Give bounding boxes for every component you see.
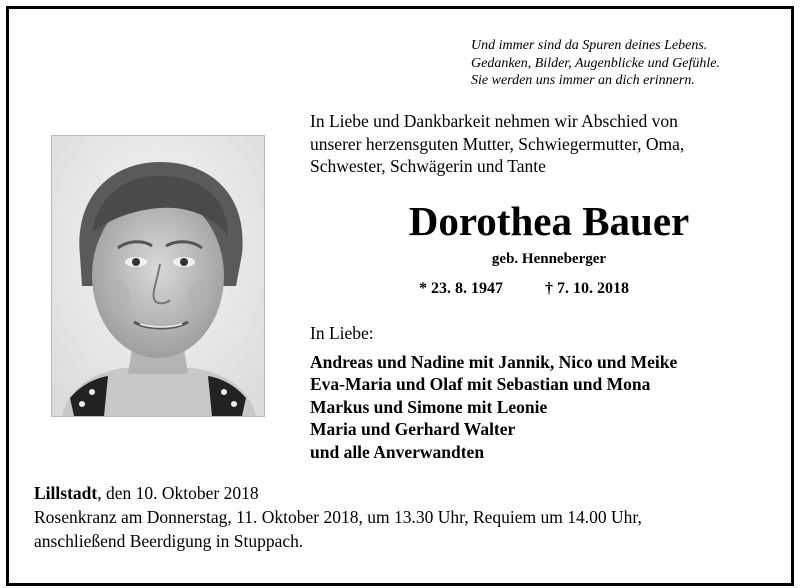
intro-line: Schwester, Schwägerin und Tante (310, 156, 546, 176)
mourner-line: Markus und Simone mit Leonie (310, 396, 548, 417)
verse-line: Sie werden uns immer an dich erinnern. (471, 73, 695, 88)
intro-line: unserer herzensguten Mutter, Schwiegermutter, Oma, (310, 133, 685, 154)
memorial-verse (471, 37, 781, 90)
intro-line: In Liebe und Dankbarkeit nehmen wir Abschied von (310, 111, 678, 131)
portrait-illustration (52, 136, 264, 416)
mourner-line: und alle Anverwandten (310, 441, 485, 462)
mourner-line: Andreas und Nadine mit Jannik, Nico und Meike (310, 352, 678, 372)
death-date: † 7. 10. 2018 (545, 280, 629, 297)
mourner-line: Eva-Maria und Olaf mit Sebastian und Mona (310, 374, 651, 395)
mourners-label: In Liebe: (310, 323, 374, 343)
birth-date: * 23. 8. 1947 (419, 280, 503, 297)
mourner-line: Maria und Gerhard Walter (310, 419, 516, 440)
notice-date: , den 10. Oktober 2018 (97, 483, 259, 503)
verse-line: Gedanken, Bilder, Augenblicke und Gefühle. (471, 55, 720, 71)
deceased-name: Dorothea Bauer (408, 198, 690, 244)
service-line: Rosenkranz am Donnerstag, 11. Oktober 2018, um 13.30 Uhr, Requiem um 14.00 Uhr, (34, 507, 642, 527)
life-dates (419, 279, 719, 299)
mourners-list (310, 351, 780, 463)
place-date-line (34, 481, 784, 505)
obituary-notice (6, 6, 794, 586)
maiden-name: geb. Henneberger (491, 251, 607, 267)
service-line: anschließend Beerdigung in Stuppach. (34, 531, 304, 551)
intro-text (310, 110, 780, 178)
place-name: Lillstadt (34, 483, 98, 503)
funeral-details (34, 481, 784, 553)
verse-line: Und immer sind da Spuren deines Lebens. (471, 38, 708, 53)
portrait-photo (51, 135, 265, 417)
